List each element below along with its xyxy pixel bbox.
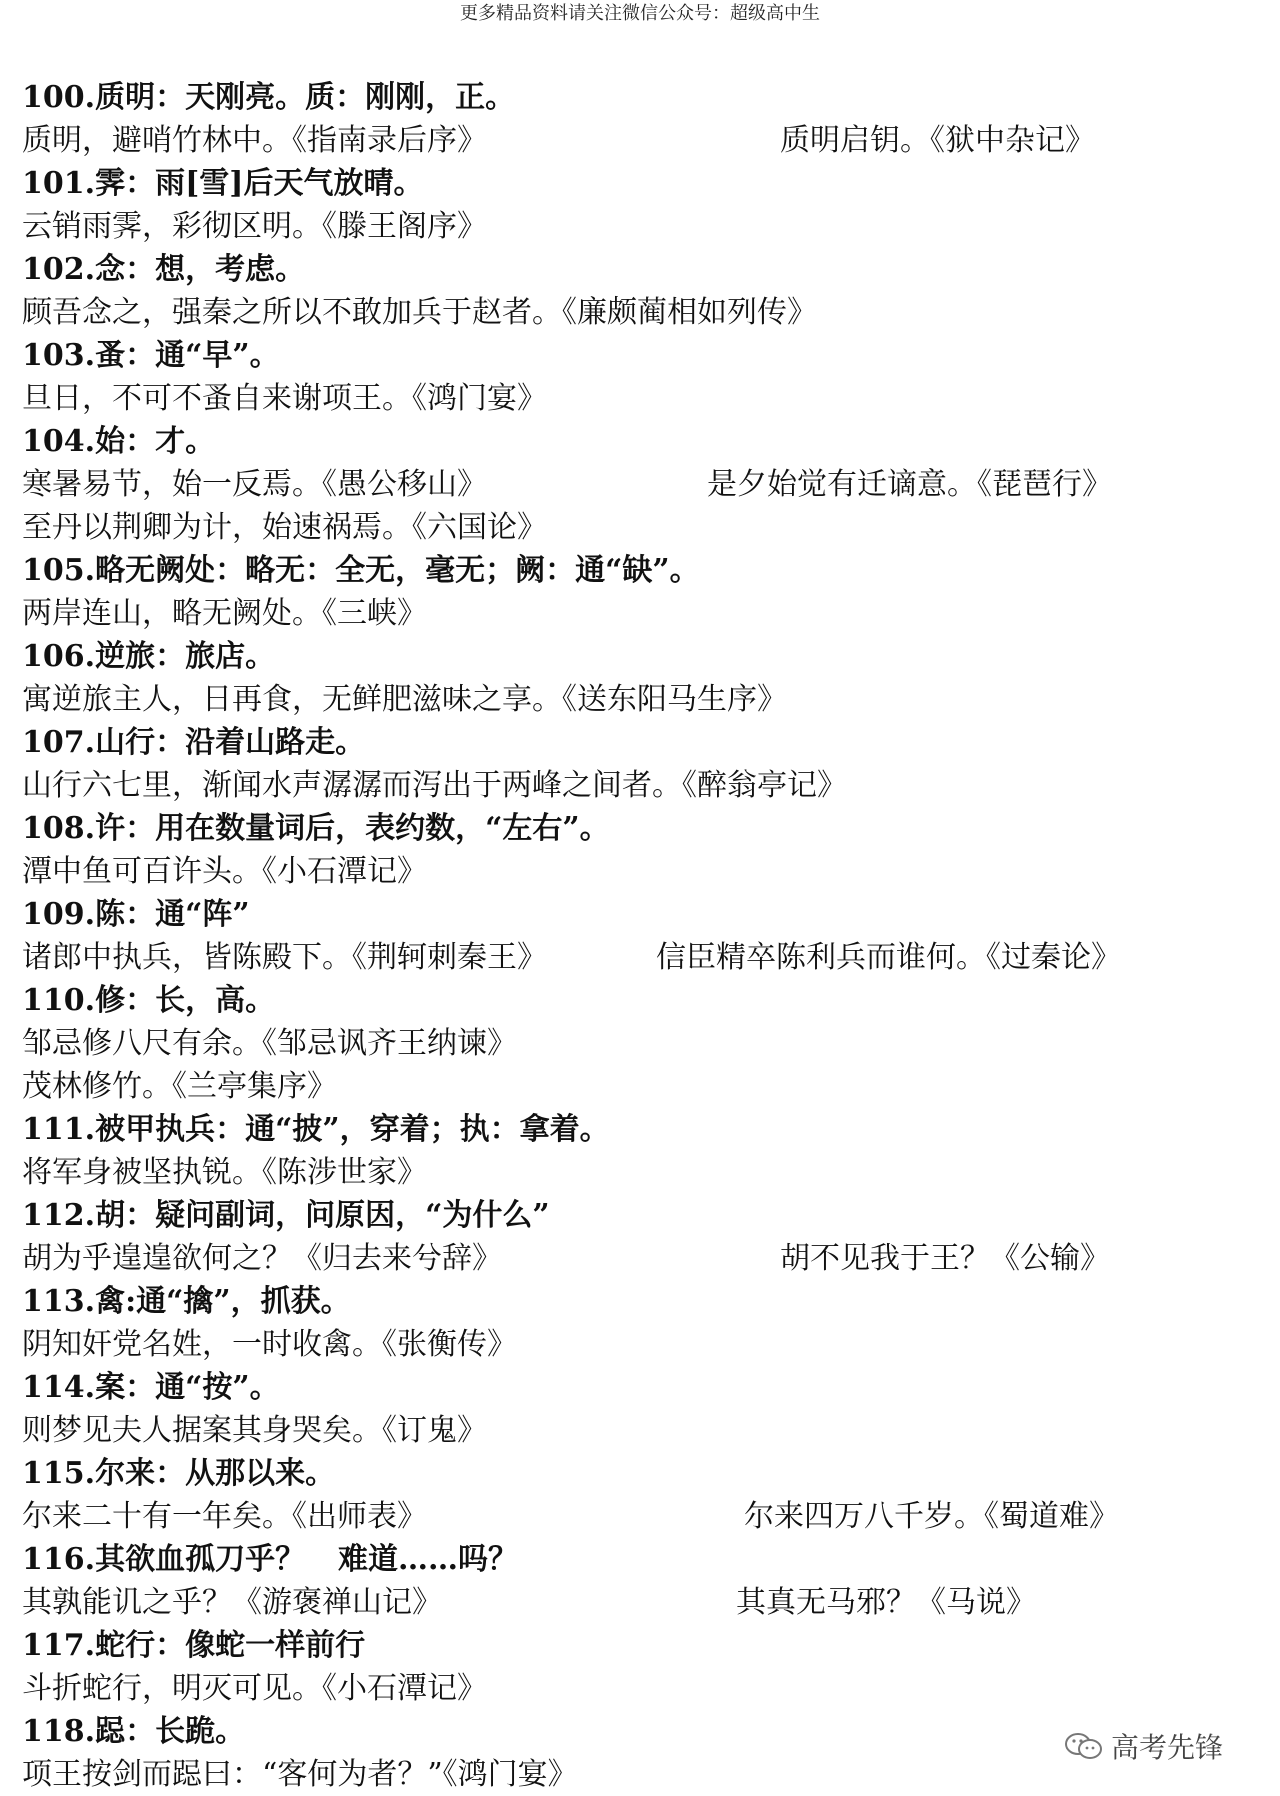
entry-definition: 103.蚤：通“早”。 — [22, 338, 280, 373]
entry-definition: 117.蛇行：像蛇一样前行 — [22, 1628, 366, 1663]
entry-line — [22, 420, 1262, 463]
example-line — [22, 592, 1262, 635]
example-line — [22, 1495, 1262, 1538]
entry-line — [22, 162, 1262, 205]
entry-definition: 111.被甲执兵：通“披”，穿着；执：拿着。 — [22, 1112, 610, 1147]
example-text: 邹忌修八尺有余。《邹忌讽齐王纳谏》 — [22, 1026, 517, 1061]
entry-definition: 101.霁：雨[雪]后天气放晴。 — [22, 166, 424, 201]
entry-line — [22, 893, 1262, 936]
example-line — [22, 1022, 1262, 1065]
entry-definition: 109.陈：通“阵” — [22, 897, 250, 932]
entry-definition: 105.略无阙处：略无：全无，毫无；阙：通“缺”。 — [22, 553, 700, 588]
page-header: 更多精品资料请关注微信公众号：超级高中生 — [460, 3, 820, 24]
example-text: 旦日，不可不蚤自来谢项王。《鸿门宴》 — [22, 381, 547, 416]
example-line — [22, 1151, 1262, 1194]
example-line — [22, 506, 1262, 549]
entry-line — [22, 635, 1262, 678]
entry-definition: 110.修：长，高。 — [22, 983, 276, 1018]
example-text: 斗折蛇行，明灭可见。《小石潭记》 — [22, 1671, 487, 1706]
document-body — [22, 76, 1262, 1796]
example-line — [22, 1409, 1262, 1452]
example-line — [22, 377, 1262, 420]
entry-definition: 116.其欲血孤刀乎？ — [22, 1542, 306, 1577]
example-line — [22, 936, 1262, 979]
example-line — [22, 1667, 1262, 1710]
example-text: 云销雨霁，彩彻区明。《滕王阁序》 — [22, 209, 487, 244]
entry-line — [22, 1280, 1262, 1323]
entry-definition: 100.质明：天刚亮。质：刚刚，正。 — [22, 80, 516, 115]
example-line — [22, 205, 1262, 248]
example-line — [22, 1581, 1262, 1624]
example-text-right: 其真无马邪？《马说》 — [736, 1585, 1036, 1620]
wechat-logo-icon — [1063, 1731, 1105, 1761]
example-line — [22, 1237, 1262, 1280]
example-text-right: 尔来四万八千岁。《蜀道难》 — [744, 1499, 1119, 1534]
example-line — [22, 1065, 1262, 1108]
entry-line — [22, 979, 1262, 1022]
example-line — [22, 764, 1262, 807]
example-line — [22, 1323, 1262, 1366]
entry-definition: 107.山行：沿着山路走。 — [22, 725, 366, 760]
entry-line — [22, 248, 1262, 291]
entry-definition-right: 难道……吗？ — [338, 1542, 518, 1577]
example-line — [22, 119, 1262, 162]
entry-line — [22, 807, 1262, 850]
example-text: 将军身被坚执锐。《陈涉世家》 — [22, 1155, 427, 1190]
entry-definition: 108.许：用在数量词后，表约数，“左右”。 — [22, 811, 610, 846]
entry-definition: 112.胡：疑问副词，问原因，“为什么” — [22, 1198, 550, 1233]
entry-definition: 113.禽:通“擒”，抓获。 — [22, 1284, 351, 1319]
example-text: 寒暑易节，始一反焉。《愚公移山》 — [22, 467, 487, 502]
example-text: 则梦见夫人据案其身哭矣。《订鬼》 — [22, 1413, 487, 1448]
entry-definition: 114.案：通“按”。 — [22, 1370, 280, 1405]
example-text: 阴知奸党名姓，一时收禽。《张衡传》 — [22, 1327, 517, 1362]
example-text: 胡为乎遑遑欲何之？《归去来兮辞》 — [22, 1241, 502, 1276]
watermark-text: 高考先锋 — [1111, 1731, 1224, 1764]
example-text: 寓逆旅主人，日再食，无鲜肥滋味之享。《送东阳马生序》 — [22, 682, 787, 717]
entry-definition: 102.念：想，考虑。 — [22, 252, 306, 287]
example-text: 诸郎中执兵，皆陈殿下。《荆轲刺秦王》 — [22, 940, 547, 975]
entry-definition: 118.跽：长跪。 — [22, 1714, 246, 1749]
entry-definition: 115.尔来：从那以来。 — [22, 1456, 336, 1491]
example-text-right: 胡不见我于王？《公输》 — [780, 1241, 1110, 1276]
example-line — [22, 291, 1262, 334]
entry-line — [22, 721, 1262, 764]
example-text: 其孰能讥之乎？《游褒禅山记》 — [22, 1585, 442, 1620]
example-line — [22, 850, 1262, 893]
example-text: 山行六七里，渐闻水声潺潺而泻出于两峰之间者。《醉翁亭记》 — [22, 768, 847, 803]
example-line — [22, 678, 1262, 721]
example-text: 至丹以荆卿为计，始速祸焉。《六国论》 — [22, 510, 547, 545]
entry-line — [22, 1538, 1262, 1581]
entry-line — [22, 334, 1262, 377]
entry-line — [22, 549, 1262, 592]
example-text: 项王按剑而跽曰：“客何为者？”《鸿门宴》 — [22, 1757, 578, 1792]
example-text: 质明，避哨竹林中。《指南录后序》 — [22, 123, 487, 158]
example-text: 两岸连山，略无阙处。《三峡》 — [22, 596, 427, 631]
entry-line — [22, 1108, 1262, 1151]
entry-line — [22, 1452, 1262, 1495]
entry-line — [22, 1624, 1262, 1667]
entry-definition: 106.逆旅：旅店。 — [22, 639, 276, 674]
entry-line — [22, 76, 1262, 119]
example-text-right: 质明启钥。《狱中杂记》 — [780, 123, 1095, 158]
example-text-right: 信臣精卒陈利兵而谁何。《过秦论》 — [656, 940, 1121, 975]
example-text: 顾吾念之，强秦之所以不敢加兵于赵者。《廉颇蔺相如列传》 — [22, 295, 817, 330]
entry-line — [22, 1194, 1262, 1237]
example-text: 茂林修竹。《兰亭集序》 — [22, 1069, 337, 1104]
entry-line — [22, 1366, 1262, 1409]
example-line — [22, 463, 1262, 506]
example-text: 潭中鱼可百许头。《小石潭记》 — [22, 854, 427, 889]
example-text: 尔来二十有一年矣。《出师表》 — [22, 1499, 427, 1534]
example-text-right: 是夕始觉有迁谪意。《琵琶行》 — [707, 467, 1112, 502]
watermark — [1063, 1726, 1223, 1766]
entry-definition: 104.始：才。 — [22, 424, 216, 459]
